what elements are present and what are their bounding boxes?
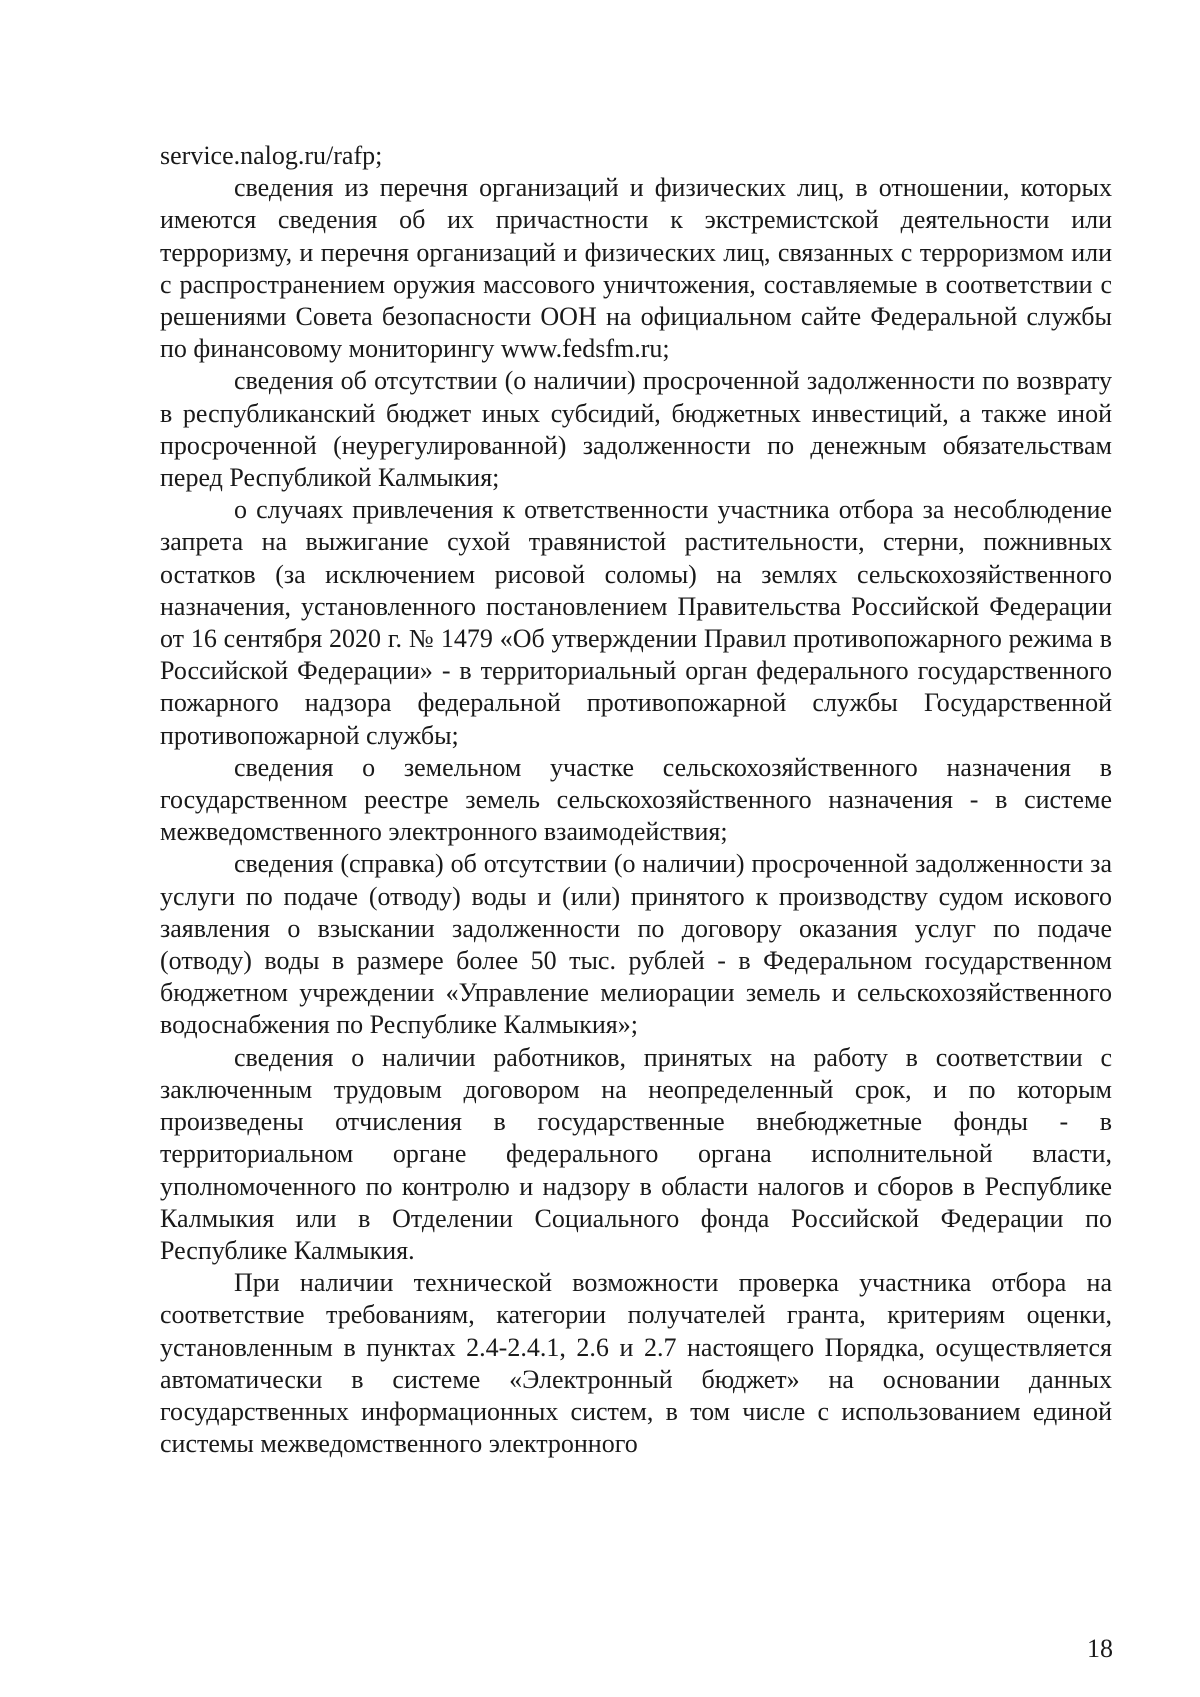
paragraph-budget-debt: сведения об отсутствии (о наличии) просроченной задолженности по возврату в республиканский бюджет иных субсидий, бюджетных инвестиций, а также иной просроченной (неурегулированной) задолженности по денежным обязательствам перед Республикой Калмыкия; [160,366,1112,493]
page-number: 18 [1087,1634,1113,1663]
paragraph-url-continuation: service.nalog.ru/rafp; [160,141,383,170]
paragraph-employees: сведения о наличии работников, принятых на работу в соответствии с заключенным трудовым договором на неопределенный срок, и по которым произведены отчисления в государственные внебюджетные фонды - в территориальном органе федерального органа исполнительной власти, уполномоченного по контролю и надзору в области налогов и сборов в Республике Калмыкия или в Отделении Социального фонда Российской Федерации по Республике Калмыкия. [160,1042,1112,1265]
paragraph-land-registry: сведения о земельном участке сельскохозяйственного назначения в государственном реестре земель сельскохозяйственного назначения - в системе межведомственного электронного взаимодействия; [160,752,1112,847]
paragraph-automatic-check: При наличии технической возможности проверка участника отбора на соответствие требованиям, категории получателей гранта, критериям оценки, установленным в пунктах 2.4-2.4.1, 2.6 и 2.7 настоящего Порядка, осуществляется автоматически в системе «Электронный бюджет» на основании данных государственных информационных систем, в том числе с использованием единой системы межведомственного электронного [160,1268,1112,1459]
paragraph-extremism-list: сведения из перечня организаций и физических лиц, в отношении, которых имеются сведения об их причастности к экстремистской деятельности или терроризму, и перечня организаций и физических лиц, связанных с терроризмом или с распространением оружия массового уничтожения, составляемые в соответствии с решениями Совета безопасности ООН на официальном сайте Федеральной службы по финансовому мониторингу www.fedsfm.ru; [160,173,1112,364]
document-body [160,140,1112,1460]
paragraph-water-debt: сведения (справка) об отсутствии (о наличии) просроченной задолженности за услуги по подаче (отводу) воды и (или) принятого к производству судом искового заявления о взыскании задолженности по договору оказания услуг по подаче (отводу) воды в размере более 50 тыс. рублей - в Федеральном государственном бюджетном учреждении «Управление мелиорации земель и сельскохозяйственного водоснабжения по Республике Калмыкия»; [160,849,1112,1040]
paragraph-fire-safety: о случаях привлечения к ответственности участника отбора за несоблюдение запрета на выжигание сухой травянистой растительности, стерни, пожнивных остатков (за исключением рисовой соломы) на землях сельскохозяйственного назначения, установленного постановлением Правительства Российской Федерации от 16 сентября 2020 г. № 1479 «Об утверждении Правил противопожарного режима в Российской Федерации» - в территориальный орган федерального государственного пожарного надзора федеральной противопожарной службы Государственной противопожарной службы; [160,495,1112,750]
